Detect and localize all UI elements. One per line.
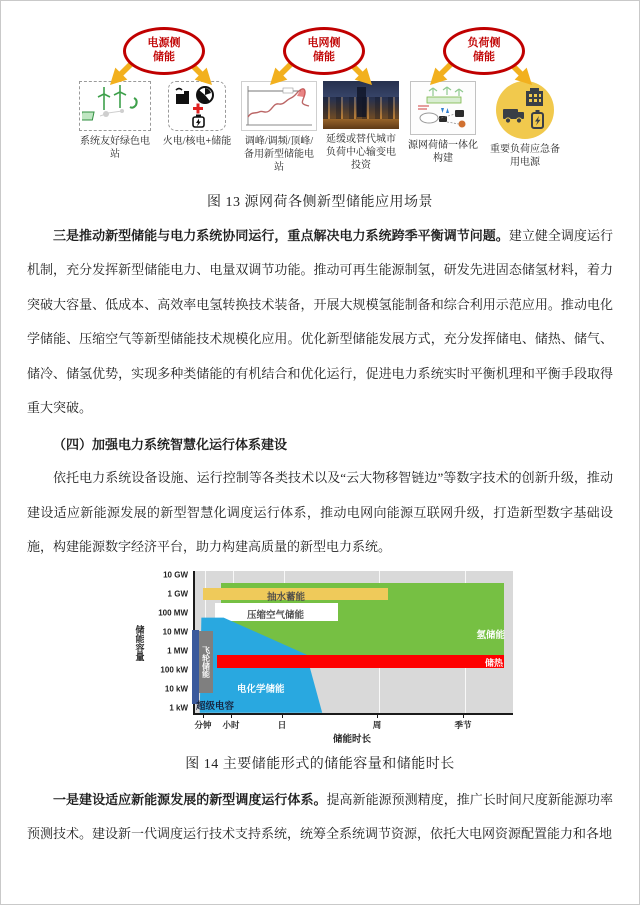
figure14-chart: [133, 571, 513, 745]
y-tick: 10 GW: [163, 570, 188, 580]
paragraph-third-point: [27, 219, 613, 426]
zone-flywheel: [199, 631, 213, 693]
figure13-illustration: [1, 17, 639, 185]
y-axis-label: 储能容量: [134, 624, 145, 661]
paragraph-lead-bold: 一是建设适应新能源发展的新型调度运行体系。: [53, 791, 327, 807]
item-caption: 源网荷储一体化构建: [408, 140, 478, 164]
y-axis-ticks: [147, 571, 193, 715]
y-tick: 1 MW: [167, 646, 188, 656]
paragraph-smart-operation: 依托电力系统设备设施、运行控制等各类技术以及“云大物移智链边”等数字技术的创新升级，推动建设适应新能源发展的新型智慧化调度运行体系，推动电网向能源互联网升级，打造新型数字基础设施，构建能源数字经济平台，助力构建高质量的新型电力系统。: [27, 470, 613, 555]
y-tick: 1 kW: [169, 703, 188, 713]
x-tick: 分钟: [194, 719, 212, 730]
item-thermal-nuclear-storage: [159, 81, 235, 174]
chart-plot-area: [193, 571, 513, 715]
oval-load-side-storage: [443, 27, 525, 75]
x-tick: 季节: [454, 719, 472, 730]
figure14-caption: 图 14 主要储能形式的储能容量和储能时长: [185, 756, 455, 772]
body-text-block-2: [1, 783, 639, 852]
paragraph-lead-bold: 三是推动新型储能与电力系统协同运行，重点解决电力系统跨季平衡调节问题。: [53, 228, 509, 243]
zone-label-thermal: 储热: [484, 657, 503, 668]
paragraph-body: 提高新能源预测精度，推广长时间尺度新能源功率预测技术。建设新一代调度运行技术支持系统，统筹全系统调节资源，依托大电网资源配置能力和各地: [27, 791, 613, 842]
oval-label: 储能: [313, 51, 335, 63]
x-tick: 周: [372, 719, 382, 730]
integration-diagram-icon: [410, 81, 476, 135]
paragraph-body: 建立健全调度运行机制，充分发挥新型储能电力、电量双调节功能。推动可再生能源制氢，研发先进固态储氢材料，着力突破大容量、低成本、高效率电氢转换技术装备，开展大规模氢能制备和综合利用示范应用。推动电化学储能、压缩空气等新型储能技术规模化应用。优化新型储能发展方式，充分发挥储电、储热、储气、储冷、储氢优势，实现多种类储能的有机结合和优化运行，促进电力系统实时平衡机理和平衡手段取得重大突破。: [27, 228, 613, 416]
body-text-block: [1, 219, 639, 565]
zone-label-flywheel: 飞轮储能: [201, 645, 211, 678]
y-tick: 100 MW: [158, 608, 188, 618]
oval-label: 负荷侧: [467, 37, 501, 50]
item-city-load-center: [323, 81, 399, 174]
item-peak-regulation-station: [241, 81, 317, 174]
zone-label-hydrogen: 氢储能: [476, 629, 505, 641]
thermal-nuclear-storage-icon: [168, 81, 226, 131]
x-tickmark: [377, 715, 378, 718]
zone-thermal-storage: [217, 655, 504, 668]
y-tick: 1 GW: [167, 589, 188, 599]
x-tick: 日: [277, 719, 287, 730]
oval-label: 储能: [153, 51, 175, 63]
section-heading-four: （四）加强电力系统智慧化运行体系建设: [53, 436, 288, 452]
x-tickmark: [231, 715, 232, 718]
zone-label-electrochemical: 电化学储能: [237, 683, 285, 695]
oval-grid-side-storage: [283, 27, 365, 75]
y-tick: 100 kW: [160, 665, 188, 675]
item-caption: 重要负荷应急备用电源: [490, 144, 560, 168]
oval-label: 电源侧: [147, 37, 181, 50]
y-tick: 10 MW: [162, 627, 188, 637]
item-caption: 调峰/调频/顶峰/备用新型储能电站: [244, 136, 314, 173]
oval-label: 电网侧: [307, 37, 341, 50]
paragraph-first-point: [27, 783, 613, 852]
zone-label-pumped-hydro: 抽水蓄能: [267, 591, 306, 603]
zone-label-compressed-air: 压缩空气储能: [247, 609, 305, 621]
zone-label-supercapacitor: 超级电容: [196, 700, 235, 712]
item-emergency-backup: [487, 81, 563, 174]
x-axis-label: 储能时长: [332, 733, 371, 745]
zone-supercapacitor: [192, 630, 199, 704]
oval-label: 储能: [473, 51, 495, 63]
x-tickmark: [282, 715, 283, 718]
oval-source-side-storage: [123, 27, 205, 75]
figure13-items-row: [1, 81, 639, 174]
item-caption: 火电/核电+储能: [162, 136, 232, 147]
figure13-caption: 图 13 源网荷各侧新型储能应用场景: [207, 195, 433, 210]
item-green-station: [77, 81, 153, 174]
x-tickmark: [203, 715, 204, 718]
x-tick: 小时: [222, 719, 240, 730]
item-integration: [405, 81, 481, 174]
y-tick: 10 kW: [164, 684, 188, 694]
item-caption: 延缓或替代城市负荷中心输变电投资: [326, 134, 396, 171]
x-tickmark: [463, 715, 464, 718]
item-caption: 系统友好绿色电站: [80, 136, 150, 160]
x-axis-ticks: [193, 715, 511, 731]
